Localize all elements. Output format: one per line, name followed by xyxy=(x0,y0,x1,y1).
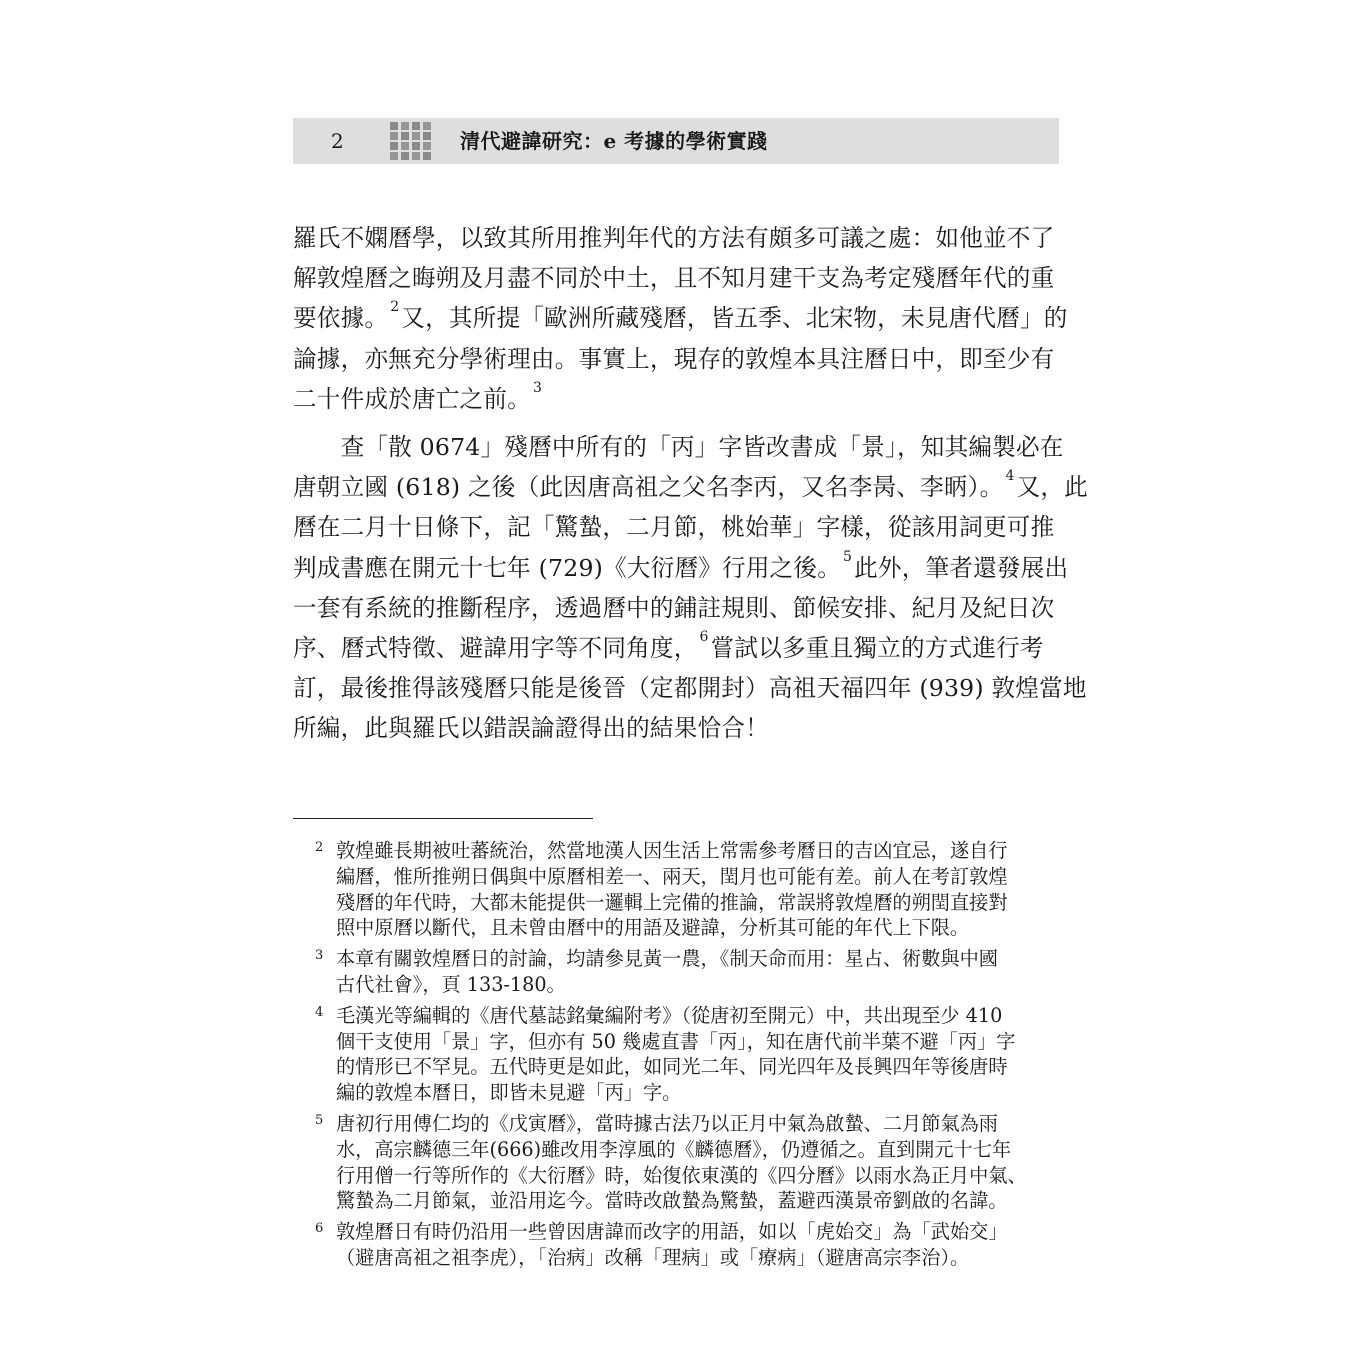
footnote-ref[interactable]: 5 xyxy=(843,548,853,565)
footnote-line: 編曆，惟所推朔日偶與中原曆相差一、兩天，閏月也可能有差。前人在考訂敦煌 xyxy=(336,864,1008,888)
publisher-seal-logo xyxy=(389,120,433,162)
text-line: 二十件成於唐亡之前。 $^3$ xyxy=(293,379,543,413)
text-line: 羅氏不嫻曆學，以致其所用推判年代的方法有頗多可議之處：如他並不了 xyxy=(293,224,1055,252)
footnote-line: （避唐高祖之祖李虎），「治病」改稱「理病」或「療病」（避唐高宗李治）。 xyxy=(336,1245,970,1269)
footnote-3 xyxy=(293,946,1063,998)
footnote-4 xyxy=(293,1003,1063,1106)
footnote-divider xyxy=(293,818,593,819)
text-line: 訂，最後推得該殘曆只能是後晉（定都開封）高祖天福四年 (939) 敦煌當地 xyxy=(293,674,1087,703)
footnote-number: 4 xyxy=(315,1004,324,1020)
text-line: 查「散 0674」殘曆中所有的「丙」字皆改書成「景」，知其編製必在 xyxy=(293,432,1064,461)
text-line: 所編，此與羅氏以錯誤論證得出的結果恰合！ xyxy=(293,714,769,743)
footnote-line: 敦煌雖長期被吐蕃統治，然當地漢人因生活上常需參考曆日的吉凶宜忌，遂自行 xyxy=(336,839,1008,862)
footnote-ref[interactable]: 3 xyxy=(532,379,543,396)
footnote-2 xyxy=(293,838,1063,941)
footnote-number: 6 xyxy=(315,1221,324,1237)
footnote-ref[interactable]: 2 xyxy=(390,299,400,316)
footnote-ref[interactable]: 6 xyxy=(699,628,709,645)
footnotes xyxy=(293,838,1063,1276)
footnote-line: 照中原曆以斷代，且未曾由曆中的用語及避諱，分析其可能的年代上下限。 xyxy=(336,916,970,940)
running-title: 清代避諱研究：e 考據的學術實踐 xyxy=(460,129,768,153)
footnote-line: 本章有關敦煌曆日的討論，均請參見黃一農，《制天命而用：星占、術數與中國 xyxy=(336,947,998,971)
footnote-line: 行用僧一行等所作的《大衍曆》時，始復依東漢的《四分曆》以雨水為正月中氣、 xyxy=(336,1163,1027,1187)
footnote-number: 3 xyxy=(315,948,324,964)
footnote-line: 敦煌曆日有時仍沿用一些曾因唐諱而改字的用語，如以「虎始交」為「武始交」 xyxy=(336,1220,1008,1244)
footnote-line: 唐初行用傅仁均的《戊寅曆》，當時據古法乃以正月中氣為啟蟄、二月節氣為雨 xyxy=(336,1111,998,1135)
footnote-line: 毛漢光等編輯的《唐代墓誌銘彙編附考》（從唐初至開元）中，共出現至少 410 xyxy=(336,1003,1003,1027)
footnote-line: 個干支使用「景」字，但亦有 50 幾處直書「丙」，知在唐代前半葉不避「丙」字 xyxy=(336,1029,1016,1053)
text-line: 曆在二月十日條下，記「驚蟄，二月節，桃始華」字樣，從該用詞更可推 xyxy=(293,513,1055,542)
footnote-number: 5 xyxy=(315,1112,324,1128)
footnote-number: 2 xyxy=(315,840,324,855)
footnote-line: 古代社會》，頁 133-180。 xyxy=(336,972,566,996)
text-line: 唐朝立國 (618) 之後（此因唐高祖之父名李丙，又名李昺、李昞）。 $^4$又，此 xyxy=(293,468,1088,502)
footnote-line: 驚蟄為二月節氣，並沿用迄今。當時改啟蟄為驚蟄，蓋避西漢景帝劉啟的名諱。 xyxy=(336,1189,1008,1213)
footnote-line: 殘曆的年代時，大都未能提供一邏輯上完備的推論，常誤將敦煌曆的朔閏直接對 xyxy=(336,890,1008,914)
footnote-ref[interactable]: 4 xyxy=(1005,468,1015,485)
footnote-line: 水，高宗麟德三年(666)雖改用李淳風的《麟德曆》，仍遵循之。直到開元十七年 xyxy=(336,1137,1012,1161)
paragraph-1 xyxy=(293,218,1068,419)
paragraph-2 xyxy=(293,427,1088,749)
footnote-line: 的情形已不罕見。五代時更是如此，如同光二年、同光四年及長興四年等後唐時 xyxy=(336,1055,1008,1079)
text-line: 要依據。 $^2$又，其所提「歐洲所藏殘曆，皆五季、北宋物，未見唐代曆」的 xyxy=(293,299,1068,333)
body-text xyxy=(293,218,1088,748)
text-line: 判成書應在開元十七年 (729)《大衍曆》行用之後。 $^5$此外，筆者還發展出 xyxy=(293,548,1069,582)
text-line: 解敦煌曆之晦朔及月盡不同於中土，且不知月建干支為考定殘曆年代的重 xyxy=(293,264,1055,293)
footnote-5 xyxy=(293,1111,1063,1214)
footnote-line: 編的敦煌本曆日，即皆未見避「丙」字。 xyxy=(336,1081,682,1105)
text-line: 論據，亦無充分學術理由。事實上，現存的敦煌本具注曆日中，即至少有 xyxy=(293,344,1055,373)
text-line: 序、曆式特徵、避諱用字等不同角度， $^6$嘗試以多重且獨立的方式進行考 xyxy=(293,628,1044,662)
page-number: 2 xyxy=(331,129,344,153)
text-line: 一套有系統的推斷程序，透過曆中的鋪註規則、節候安排、紀月及紀日次 xyxy=(293,593,1055,622)
footnote-6 xyxy=(293,1219,1063,1271)
